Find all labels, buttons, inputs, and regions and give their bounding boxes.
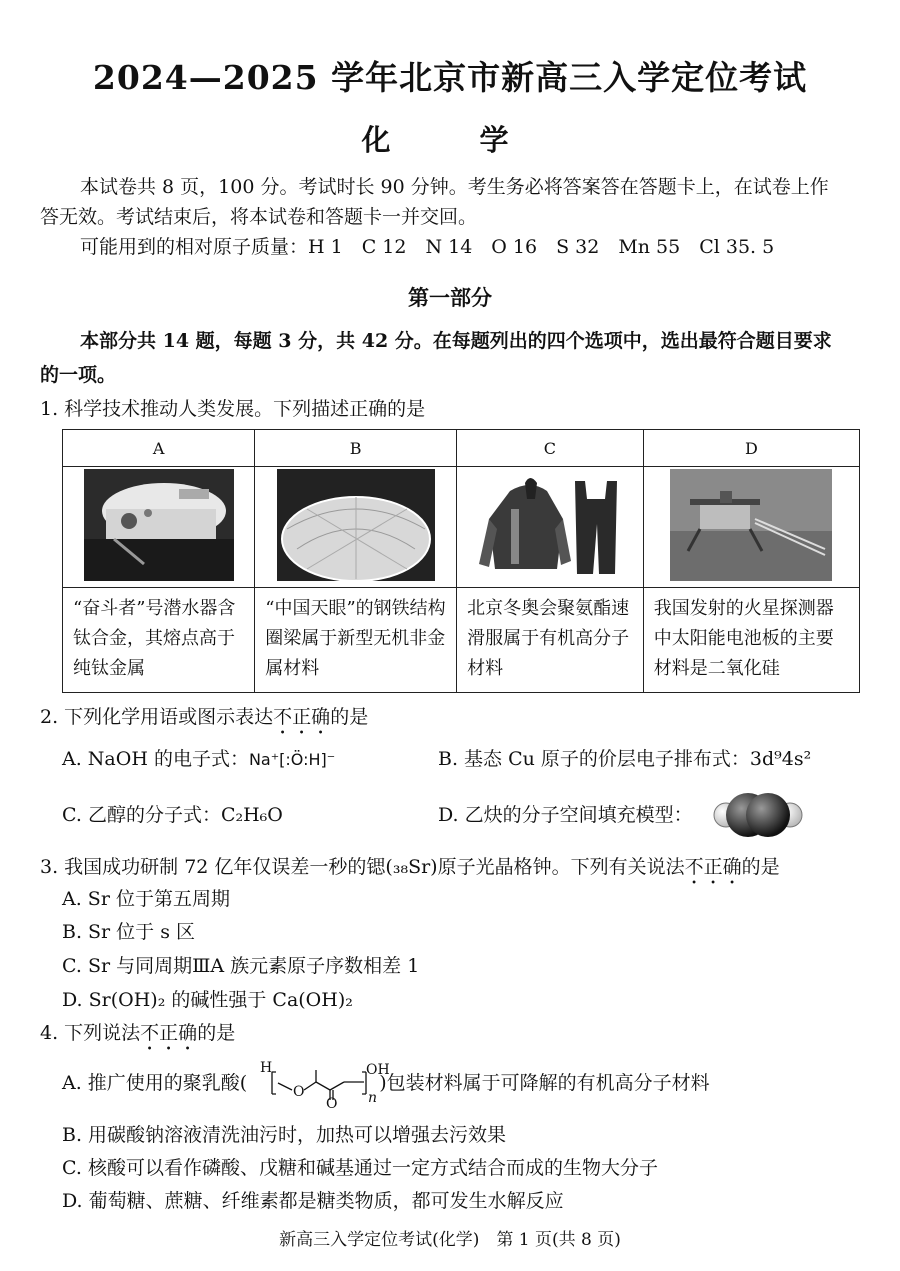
q4-a-post: )包装材料属于可降解的有机高分子材料 [379, 1072, 710, 1094]
q2-stem-emphasis: 不正确 [273, 706, 331, 728]
q3-option-b: B. Sr 位于 s 区 [62, 921, 196, 943]
submersible-photo [63, 467, 255, 588]
q2-c-label: C. 乙醇的分子式： [62, 804, 221, 826]
q2-option-c [62, 800, 283, 830]
option-c-text: 北京冬奥会聚氨酯速滑服属于有机高分子材料 [457, 588, 644, 693]
svg-text:O: O [293, 1084, 305, 1100]
atomic-masses: 可能用到的相对原子质量：H 1 C 12 N 14 O 16 S 32 Mn 55 Cl 35. 5 [80, 236, 775, 258]
q2-option-d [438, 800, 693, 830]
question-2-stem [40, 702, 368, 739]
q2-stem-post: 的是 [330, 706, 369, 728]
svg-text:n: n [368, 1090, 378, 1106]
polylactic-acid-structure [258, 1054, 390, 1108]
page-footer: 新高三入学定位考试(化学) 第 1 页(共 8 页) [279, 1230, 621, 1250]
question-4-stem [40, 1018, 235, 1055]
q4-stem-pre: 4. 下列说法 [40, 1022, 141, 1044]
option-c-header: C [457, 430, 644, 467]
option-a-header: A [63, 430, 255, 467]
q3-option-d: D. Sr(OH)₂ 的碱性强于 Ca(OH)₂ [62, 989, 353, 1011]
instructions-line2: 答无效。考试结束后，将本试卷和答题卡一并交回。 [40, 206, 478, 228]
q4-option-d: D. 葡萄糖、蔗糖、纤维素都是糖类物质，都可发生水解反应 [62, 1190, 564, 1212]
q2-option-a [62, 744, 335, 775]
q2-option-b: B. 基态 Cu 原子的价层电子排布式：3d⁹4s² [438, 748, 812, 770]
q4-stem-emphasis: 不正确 [140, 1022, 198, 1044]
mars-rover-photo [643, 467, 859, 588]
q2-d-label: D. 乙炔的分子空间填充模型： [438, 804, 693, 826]
q3-stem-pre: 3. 我国成功研制 72 亿年仅误差一秒的锶(₃₈Sr)原子光晶格钟。下列有关说法 [40, 856, 685, 878]
q3-stem-post: 的是 [741, 856, 780, 878]
q3-option-a: A. Sr 位于第五周期 [62, 888, 230, 910]
ski-suit-photo [457, 467, 644, 588]
q2-c-formula: C₂H₆O [220, 804, 283, 826]
q2-stem-pre: 2. 下列化学用语或图示表达 [40, 706, 274, 728]
part-intro-line2: 的一项。 [40, 364, 117, 386]
question-1-options-table [62, 429, 860, 693]
q4-option-b: B. 用碳酸钠溶液清洗油污时，加热可以增强去污效果 [62, 1124, 507, 1146]
option-b-text: “中国天眼”的钢铁结构圈梁属于新型无机非金属材料 [255, 588, 457, 693]
q4-option-c: C. 核酸可以看作磷酸、戊糖和碱基通过一定方式结合而成的生物大分子 [62, 1157, 658, 1179]
svg-text:OH: OH [366, 1062, 390, 1078]
option-b-header: B [255, 430, 457, 467]
subject-title: 化 学 [361, 123, 539, 157]
svg-text:O: O [326, 1096, 338, 1108]
q2-a-label: A. NaOH 的电子式： [62, 748, 249, 770]
fast-telescope-photo [255, 467, 457, 588]
question-1-stem: 1. 科学技术推动人类发展。下列描述正确的是 [40, 398, 426, 420]
q4-stem-post: 的是 [197, 1022, 236, 1044]
q2-a-formula: Na⁺[:Ö:H]⁻ [248, 750, 336, 769]
q3-option-c: C. Sr 与同周期ⅢA 族元素原子序数相差 1 [62, 955, 420, 977]
q3-stem-emphasis: 不正确 [684, 856, 742, 878]
exam-title: 2024—2025 学年北京市新高三入学定位考试 [92, 58, 808, 97]
q4-a-pre: A. 推广使用的聚乳酸( [62, 1072, 248, 1094]
part-intro-line1: 本部分共 14 题，每题 3 分，共 42 分。在每题列出的四个选项中，选出最符合题目要求 [80, 330, 832, 352]
part-heading: 第一部分 [408, 285, 492, 310]
instructions-line1: 本试卷共 8 页，100 分。考试时长 90 分钟。考生务必将答案答在答题卡上，在试卷上作 [80, 176, 829, 198]
option-d-text: 我国发射的火星探测器中太阳能电池板的主要材料是二氧化硅 [643, 588, 859, 693]
option-d-header: D [643, 430, 859, 467]
svg-text:H: H [260, 1060, 273, 1076]
option-a-text: “奋斗者”号潜水器含钛合金，其熔点高于纯钛金属 [63, 588, 255, 693]
acetylene-space-filling-model [712, 790, 804, 840]
